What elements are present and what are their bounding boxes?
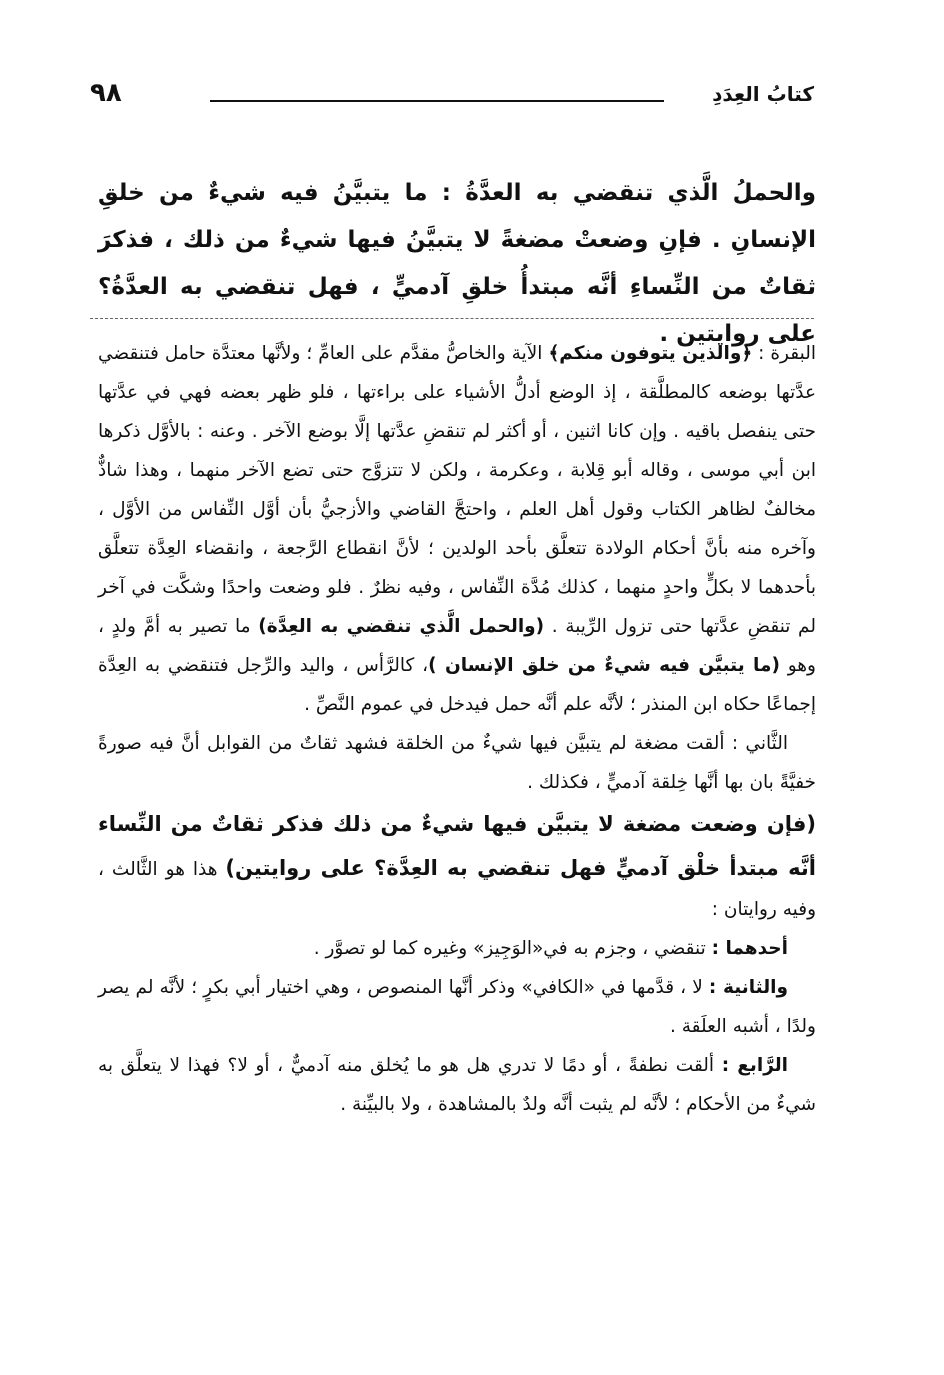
commentary-segment: البقرة : [752, 343, 816, 364]
section-label: والثانية : [708, 977, 788, 998]
commentary-segment: لا ، قدَّمها في «الكافي» وذكر أنَّها المنصوص ، وهي اختيار أبي بكرٍ ؛ لأنَّه لم يصر ولدًا ، أشبه العلَقة . [98, 977, 816, 1037]
running-title: كتابُ العِدَدِ [712, 82, 814, 106]
commentary-segment: الآية والخاصُّ مقدَّم على العامِّ ؛ ولأنَّها معتدَّة حامل فتنقضي عدَّتها بوضعه كالمطلَّقة ، إذ الوضع أدلُّ الأشياء على براءتها ، فلو ظهر بعضه فهي في عدَّتها حتى ينفصل باقيه . وإن كانا اثنين ، أو أكثر لم تنقضِ عدَّتها إلَّا بوضع الآخر . وعنه : بالأوَّل ذكرها ابن أبي موسى ، وقاله أبو قِلابة ، وعكرمة ، ولكن لا تتزوَّج حتى تضع الآخر منهما ، وهذا شاذٌّ مخالفٌ لظاهر الكتاب وقول أهل العلم ، واحتجَّ القاضي والأزجيُّ بأن أوَّل النِّفاس من الأوَّل ، وآخره منه بأنَّ أحكام الولادة تتعلَّق بأحد الولدين ؛ لأنَّ انقطاع الرَّجعة ، وانقضاء العِدَّة تتعلَّق بأحدهما لا بكلٍّ واحدٍ منهما ، كذلك مُدَّة النِّفاس ، وفيه نظرٌ . فلو وضعت واحدًا وشكَّت في آخر لم تنقضِ عدَّتها حتى تزول الرِّيبة . [98, 343, 816, 637]
commentary-paragraph-1 [98, 334, 816, 724]
section-label: الرَّابع : [721, 1055, 788, 1076]
commentary-segment: ، كالرَّأس ، واليد والرِّجل فتنقضي به العِدَّة إجماعًا حكاه ابن المنذر ؛ لأنَّه علم أنَّه حمل فيدخل في عموم النَّصِّ . [98, 655, 816, 715]
main-text-body: والحملُ الَّذي تنقضي به العدَّةُ : ما يتبيَّنُ فيه شيءٌ من خلقِ الإنسانِ . فإنِ وضعتْ مضغةً لا يتبيَّنُ فيها شيءٌ من ذلك ، فذكرَ ثقاتٌ من النِّساءِ أنَّه مبتدأُ خلقِ آدميٍّ ، فهل تنقضي به العدَّةُ؟ على روايتين . [98, 180, 816, 347]
commentary-paragraph-4 [98, 929, 816, 968]
commentary-segment: ألقت نطفةً ، أو دمًا لا تدري هل هو ما يُخلق منه آدميٌّ ، أو لا؟ فهذا لا يتعلَّق به شيءٌ من الأحكام ؛ لأنَّه لم يثبت أنَّه ولدٌ بالمشاهدة ، ولا بالبيِّنة . [98, 1055, 816, 1115]
page-header [90, 72, 814, 112]
main-text [98, 170, 816, 358]
commentary-paragraph-3 [98, 802, 816, 929]
commentary [98, 334, 816, 1124]
commentary-segment: هذا هو الثَّالث ، وفيه روايتان : [98, 859, 816, 920]
commentary-segment: ما تصير به أمَّ ولدٍ ، وهو [98, 616, 816, 676]
commentary-paragraph-5 [98, 968, 816, 1046]
commentary-paragraph-2 [98, 724, 816, 802]
section-label: أحدهما : [711, 938, 788, 959]
matn-quote: (ما يتبيَّن فيه شيءٌ من خلق الإنسان ) [428, 655, 780, 676]
matn-quote: (والحمل الَّذي تنقضي به العِدَّة) [258, 616, 545, 637]
text-divider [90, 318, 814, 319]
page-number: ٩٨ [90, 78, 122, 108]
quran-quote: ﴿والذين يتوفون منكم﴾ [548, 343, 753, 364]
header-rule [210, 100, 664, 102]
commentary-segment: الثَّاني : ألقت مضغة لم يتبيَّن فيها شيءٌ من الخلقة فشهد ثقاتٌ من القوابل أنَّ فيه صورةً خفيَّةً بان بها أنَّها خِلقة آدميٍّ ، فكذلك . [98, 733, 816, 793]
commentary-segment: تنقضي ، وجزم به في«الوَجِيز» وغيره كما لو تصوَّر . [313, 938, 712, 959]
matn-quote: (فإن وضعت مضغة لا يتبيَّن فيها شيءٌ من ذلك فذكر ثقاتٌ من النِّساء أنَّه مبتدأ خلْق آدميٍّ فهل تنقضي به العِدَّة؟ على روايتين) [98, 812, 816, 880]
commentary-paragraph-6 [98, 1046, 816, 1124]
